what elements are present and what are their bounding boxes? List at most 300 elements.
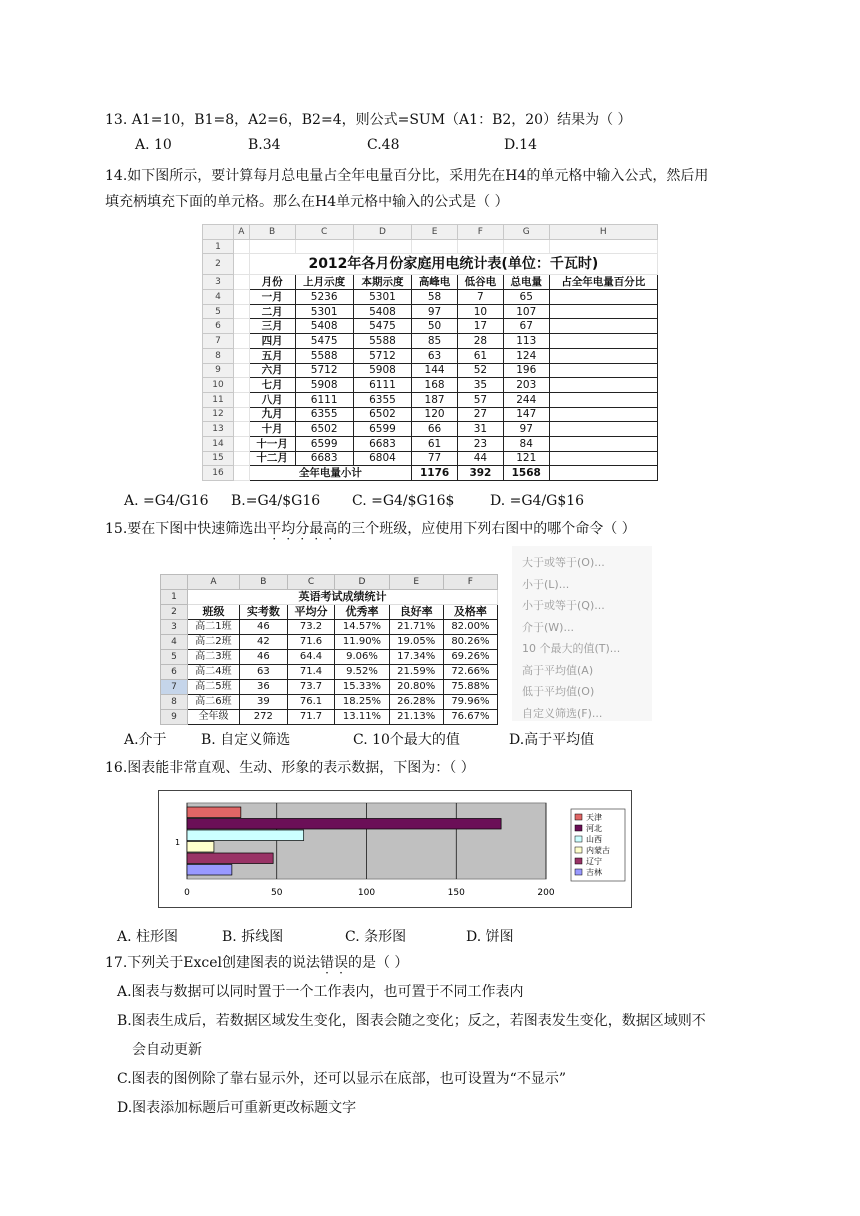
emphasis-char: 错: [319, 955, 334, 971]
table-cell: 6804: [353, 451, 411, 466]
empty-cell: [234, 363, 250, 378]
empty-cell: [295, 239, 353, 254]
q15-stem: 15.要在下图中快速筛选出平均分最高的三个班级，应使用下列右图中的哪个命令（ ）: [105, 521, 636, 537]
table-cell: [549, 290, 657, 305]
table-cell: [549, 334, 657, 349]
bar-天津: [187, 807, 241, 818]
filter-menu: [512, 546, 652, 721]
total-cell: 392: [457, 466, 503, 481]
column-header: B: [249, 225, 295, 240]
x-tick-label: 200: [537, 888, 555, 898]
header-cell: 实考数: [239, 605, 287, 620]
q17-option-b-line1: B.图表生成后，若数据区域发生变化，图表会随之变化；反之，若图表发生变化，数据区域则不: [117, 1013, 706, 1029]
column-header: E: [389, 575, 443, 590]
table-cell: 28: [457, 334, 503, 349]
q17-option-a: A.图表与数据可以同时置于一个工作表内，也可置于不同工作表内: [117, 984, 524, 1000]
q15-option-a: A.介于: [124, 732, 167, 748]
table-cell: 一月: [249, 290, 295, 305]
table-cell: 50: [412, 319, 458, 334]
q13-option-c: C.48: [367, 137, 400, 153]
table-cell: 42: [239, 635, 287, 650]
table-row: [161, 680, 498, 695]
header-row: [203, 275, 658, 290]
empty-cell: [234, 334, 250, 349]
header-cell: 高峰电: [412, 275, 458, 290]
row-number: 8: [203, 348, 234, 363]
table-cell: 272: [239, 710, 287, 725]
table-cell: 四月: [249, 334, 295, 349]
sheet-title: 2012年各月份家庭用电统计表(单位：千瓦时): [249, 254, 657, 275]
table-row: [161, 620, 498, 635]
table-cell: 77: [412, 451, 458, 466]
table-cell: 5712: [353, 348, 411, 363]
row-number: 12: [203, 407, 234, 422]
table-cell: 75.88%: [443, 680, 497, 695]
table-cell: 高二2班: [188, 635, 240, 650]
table-row: [203, 407, 658, 422]
table-cell: 84: [503, 436, 549, 451]
bar-chart: [159, 791, 631, 907]
table-cell: 203: [503, 378, 549, 393]
table-cell: [549, 363, 657, 378]
row-number: 1: [161, 590, 188, 605]
table-cell: 7: [457, 290, 503, 305]
bar-山西: [187, 830, 304, 841]
empty-cell: [234, 319, 250, 334]
table-cell: [549, 407, 657, 422]
table-cell: 65: [503, 290, 549, 305]
table-cell: 80.26%: [443, 635, 497, 650]
table-cell: 十月: [249, 422, 295, 437]
table-cell: 21.13%: [389, 710, 443, 725]
table-cell: 6355: [353, 392, 411, 407]
table-cell: 9.52%: [335, 665, 389, 680]
empty-cell: [234, 239, 250, 254]
table-cell: 6502: [295, 422, 353, 437]
legend-label: 山西: [586, 835, 602, 844]
table-cell: 5588: [295, 348, 353, 363]
table-cell: 97: [503, 422, 549, 437]
table-row: [203, 378, 658, 393]
table-cell: 5908: [353, 363, 411, 378]
header-cell: 平均分: [287, 605, 335, 620]
table-cell: 82.00%: [443, 620, 497, 635]
row-number: 10: [203, 378, 234, 393]
table-cell: 58: [412, 290, 458, 305]
table-cell: 26.28%: [389, 695, 443, 710]
table-cell: 97: [412, 304, 458, 319]
row-number: 15: [203, 451, 234, 466]
q13-option-a: A. 10: [135, 137, 172, 153]
q14-option-c: C. =G4/$G16$: [352, 493, 455, 509]
legend-label: 辽宁: [586, 857, 602, 866]
table-cell: 46: [239, 650, 287, 665]
header-cell: 月份: [249, 275, 295, 290]
row-number: 8: [161, 695, 188, 710]
table-cell: 27: [457, 407, 503, 422]
table-cell: 高二3班: [188, 650, 240, 665]
q13-option-b: B.34: [248, 137, 281, 153]
english-score-spreadsheet: [160, 574, 498, 725]
table-cell: 71.4: [287, 665, 335, 680]
header-cell: 本期示度: [353, 275, 411, 290]
table-cell: 46: [239, 620, 287, 635]
row-number: 2: [203, 254, 234, 275]
column-header: B: [239, 575, 287, 590]
table-cell: 144: [412, 363, 458, 378]
corner-cell: [161, 575, 188, 590]
q14-option-d: D. =G4/G$16: [490, 493, 585, 509]
table-cell: 69.26%: [443, 650, 497, 665]
q13-stem: 13. A1=10，B1=8，A2=6，B2=4，则公式=SUM（A1：B2，20）结果为（ ）: [105, 112, 632, 128]
table-cell: 七月: [249, 378, 295, 393]
table-cell: 5475: [295, 334, 353, 349]
table-cell: 44: [457, 451, 503, 466]
column-header: C: [295, 225, 353, 240]
table-cell: 九月: [249, 407, 295, 422]
table-cell: [549, 436, 657, 451]
q14-option-b: B.=G4/$G16: [231, 493, 321, 509]
q13-option-d: D.14: [504, 137, 537, 153]
legend-swatch: [575, 825, 582, 831]
table-row: [203, 319, 658, 334]
row-number: 1: [203, 239, 234, 254]
column-header: A: [234, 225, 250, 240]
electricity-spreadsheet: [202, 224, 658, 481]
table-cell: 11.90%: [335, 635, 389, 650]
q16-option-a: A. 柱形图: [117, 929, 179, 945]
x-tick-label: 150: [447, 888, 465, 898]
legend-swatch: [575, 814, 582, 820]
table-row: [203, 363, 658, 378]
empty-cell: [234, 304, 250, 319]
filter-menu-item[interactable]: 自定义筛选(F)...: [522, 706, 603, 720]
table-cell: 13.11%: [335, 710, 389, 725]
table-cell: 六月: [249, 363, 295, 378]
title-row: [203, 254, 658, 275]
filter-menu-item[interactable]: 低于平均值(O): [522, 685, 595, 698]
table-cell: 85: [412, 334, 458, 349]
column-header: H: [549, 225, 657, 240]
table-cell: 6111: [295, 392, 353, 407]
q14-stem-line2: 填充柄填充下面的单元格。那么在H4单元格中输入的公式是（ ）: [105, 194, 509, 210]
table-row: [161, 665, 498, 680]
q16-option-d: D. 饼图: [466, 929, 514, 945]
legend-label: 天津: [586, 813, 602, 822]
table-cell: 6683: [353, 436, 411, 451]
bar-河北: [187, 819, 501, 830]
emphasis-char: 分: [295, 521, 310, 537]
q16-option-b: B. 拆线图: [222, 929, 284, 945]
table-cell: 6502: [353, 407, 411, 422]
legend-swatch: [575, 836, 582, 842]
table-cell: 120: [412, 407, 458, 422]
q15-option-d: D.高于平均值: [509, 732, 595, 748]
row-number: 4: [203, 290, 234, 305]
table-cell: 6111: [353, 378, 411, 393]
bar-内蒙古: [187, 842, 214, 853]
filter-menu-item[interactable]: 小于(L)...: [522, 577, 570, 591]
column-header: D: [353, 225, 411, 240]
table-cell: 高二5班: [188, 680, 240, 695]
emphasis-char: 最: [309, 521, 324, 537]
table-cell: 124: [503, 348, 549, 363]
table-cell: [549, 422, 657, 437]
table-row: [161, 650, 498, 665]
table-cell: [549, 319, 657, 334]
q17-option-d: D.图表添加标题后可重新更改标题文字: [117, 1100, 357, 1116]
q15-option-c: C. 10个最大的值: [353, 732, 460, 748]
table-cell: 107: [503, 304, 549, 319]
q16-option-c: C. 条形图: [345, 929, 407, 945]
column-header: F: [457, 225, 503, 240]
table-row: [161, 710, 498, 725]
table-cell: 36: [239, 680, 287, 695]
row-number: 2: [161, 605, 188, 620]
table-cell: 63: [239, 665, 287, 680]
empty-cell: [234, 392, 250, 407]
legend-label: 内蒙古: [586, 846, 610, 855]
table-cell: 6599: [295, 436, 353, 451]
table-cell: 6355: [295, 407, 353, 422]
table-cell: 5588: [353, 334, 411, 349]
column-header: G: [503, 225, 549, 240]
table-cell: 十二月: [249, 451, 295, 466]
row-number: 3: [203, 275, 234, 290]
row-number: 5: [203, 304, 234, 319]
table-cell: 二月: [249, 304, 295, 319]
table-cell: 17: [457, 319, 503, 334]
table-cell: 72.66%: [443, 665, 497, 680]
table-cell: 73.2: [287, 620, 335, 635]
column-header: F: [443, 575, 497, 590]
table-cell: 十一月: [249, 436, 295, 451]
row-number: 7: [203, 334, 234, 349]
table-cell: 高二1班: [188, 620, 240, 635]
table-cell: 21.71%: [389, 620, 443, 635]
empty-cell: [234, 451, 250, 466]
column-header: C: [287, 575, 335, 590]
filter-menu-item[interactable]: 小于或等于(Q)...: [522, 599, 605, 612]
table-cell: 71.7: [287, 710, 335, 725]
q16-stem: 16.图表能非常直观、生动、形象的表示数据，下图为：（ ）: [105, 760, 475, 776]
header-cell: 良好率: [389, 605, 443, 620]
empty-cell: [234, 422, 250, 437]
row-number: 3: [161, 620, 188, 635]
header-cell: 班级: [188, 605, 240, 620]
empty-cell: [234, 407, 250, 422]
header-cell: 总电量: [503, 275, 549, 290]
table-row: [203, 348, 658, 363]
table-cell: 6599: [353, 422, 411, 437]
table-cell: 61: [412, 436, 458, 451]
q14-stem-line1: 14.如下图所示，要计算每月总电量占全年电量百分比，采用先在H4的单元格中输入公式，然后用: [105, 168, 709, 184]
table-cell: 61: [457, 348, 503, 363]
x-tick-label: 50: [271, 888, 283, 898]
column-header: D: [335, 575, 389, 590]
header-cell: 及格率: [443, 605, 497, 620]
x-tick-label: 100: [357, 888, 376, 898]
empty-cell: [234, 275, 250, 290]
emphasis-dotted-text: [320, 955, 348, 971]
table-cell: 76.1: [287, 695, 335, 710]
table-row: [203, 422, 658, 437]
empty-cell: [234, 378, 250, 393]
table-row: [161, 695, 498, 710]
table-cell: 5301: [295, 304, 353, 319]
filter-menu-item[interactable]: 高于平均值(A): [522, 663, 594, 677]
title-row: [161, 590, 498, 605]
table-cell: 五月: [249, 348, 295, 363]
table-row: [203, 304, 658, 319]
table-cell: 17.34%: [389, 650, 443, 665]
bar-吉林: [187, 865, 232, 876]
table-cell: [549, 348, 657, 363]
legend-swatch: [575, 869, 582, 875]
table-cell: 35: [457, 378, 503, 393]
table-cell: 10: [457, 304, 503, 319]
table-cell: 71.6: [287, 635, 335, 650]
row-number: 6: [161, 665, 188, 680]
table-cell: 八月: [249, 392, 295, 407]
legend-label: 河北: [586, 824, 602, 833]
table-cell: 168: [412, 378, 458, 393]
table-cell: 9.06%: [335, 650, 389, 665]
empty-cell: [234, 290, 250, 305]
table-cell: 113: [503, 334, 549, 349]
table-cell: 5475: [353, 319, 411, 334]
q17-option-c: C.图表的图例除了靠右显示外，还可以显示在底部，也可设置为“不显示”: [117, 1071, 566, 1087]
table-cell: 73.7: [287, 680, 335, 695]
column-header: A: [188, 575, 240, 590]
emphasis-char: 平: [267, 521, 282, 537]
row-number: 7: [161, 680, 188, 695]
row-number: 16: [203, 466, 234, 481]
table-row: [203, 334, 658, 349]
filter-menu-item[interactable]: 大于或等于(O)...: [522, 556, 605, 569]
table-cell: 67: [503, 319, 549, 334]
bar-辽宁: [187, 853, 273, 864]
table-cell: 6683: [295, 451, 353, 466]
table-cell: 20.80%: [389, 680, 443, 695]
table-cell: [549, 466, 657, 481]
table-cell: 5236: [295, 290, 353, 305]
row-number: 13: [203, 422, 234, 437]
category-label: 1: [175, 838, 181, 847]
q15-option-b: B. 自定义筛选: [201, 732, 291, 748]
table-cell: 79.96%: [443, 695, 497, 710]
table-cell: 244: [503, 392, 549, 407]
column-header-row: [161, 575, 498, 590]
row-number: 11: [203, 392, 234, 407]
row-number: 6: [203, 319, 234, 334]
empty-cell: [412, 239, 458, 254]
row-number: 9: [203, 363, 234, 378]
sheet-title: 英语考试成绩统计: [188, 590, 498, 605]
column-header-row: [203, 225, 658, 240]
column-header: E: [412, 225, 458, 240]
table-cell: 66: [412, 422, 458, 437]
table-cell: 高二6班: [188, 695, 240, 710]
empty-cell: [353, 239, 411, 254]
table-row: [203, 451, 658, 466]
emphasis-char: 高: [323, 521, 338, 537]
header-cell: 上月示度: [295, 275, 353, 290]
table-cell: 39: [239, 695, 287, 710]
empty-cell: [503, 239, 549, 254]
table-cell: 196: [503, 363, 549, 378]
table-cell: 高二4班: [188, 665, 240, 680]
empty-cell: [234, 466, 250, 481]
table-cell: 147: [503, 407, 549, 422]
q14-option-a: A. =G4/G16: [124, 493, 209, 509]
row-number: 9: [161, 710, 188, 725]
table-cell: 63: [412, 348, 458, 363]
q17-option-b-line2: 会自动更新: [132, 1042, 202, 1058]
total-label: 全年电量小计: [249, 466, 411, 481]
table-cell: 23: [457, 436, 503, 451]
empty-cell: [249, 239, 295, 254]
empty-cell: [234, 436, 250, 451]
filter-menu-item[interactable]: 10 个最大的值(T)...: [522, 642, 621, 655]
empty-cell: [549, 239, 657, 254]
total-row: [203, 466, 658, 481]
table-cell: 19.05%: [389, 635, 443, 650]
header-cell: 占全年电量百分比: [549, 275, 657, 290]
legend-label: 吉林: [586, 868, 602, 877]
total-cell: 1568: [503, 466, 549, 481]
table-cell: 15.33%: [335, 680, 389, 695]
table-cell: 5408: [353, 304, 411, 319]
table-cell: 5712: [295, 363, 353, 378]
header-cell: 低谷电: [457, 275, 503, 290]
header-row: [161, 605, 498, 620]
filter-menu-item[interactable]: 介于(W)...: [522, 620, 574, 634]
table-cell: [549, 451, 657, 466]
table-cell: 21.59%: [389, 665, 443, 680]
table-row: [203, 290, 658, 305]
empty-cell: [234, 254, 250, 275]
table-cell: 14.57%: [335, 620, 389, 635]
table-cell: [549, 392, 657, 407]
table-cell: [549, 304, 657, 319]
table-cell: 76.67%: [443, 710, 497, 725]
table-cell: 5301: [353, 290, 411, 305]
emphasis-dotted-text: [267, 521, 337, 537]
empty-cell: [234, 348, 250, 363]
table-cell: 187: [412, 392, 458, 407]
row-number: 14: [203, 436, 234, 451]
legend-swatch: [575, 858, 582, 864]
table-cell: 64.4: [287, 650, 335, 665]
bar-chart-frame: [158, 790, 632, 908]
table-cell: 57: [457, 392, 503, 407]
table-cell: 5908: [295, 378, 353, 393]
header-cell: 优秀率: [335, 605, 389, 620]
table-cell: 三月: [249, 319, 295, 334]
table-cell: 18.25%: [335, 695, 389, 710]
table-cell: 121: [503, 451, 549, 466]
emphasis-char: 误: [333, 955, 348, 971]
table-cell: 52: [457, 363, 503, 378]
empty-cell: [457, 239, 503, 254]
total-cell: 1176: [412, 466, 458, 481]
table-cell: 31: [457, 422, 503, 437]
table-cell: 5408: [295, 319, 353, 334]
corner-cell: [203, 225, 234, 240]
table-row: [203, 239, 658, 254]
table-row: [161, 635, 498, 650]
